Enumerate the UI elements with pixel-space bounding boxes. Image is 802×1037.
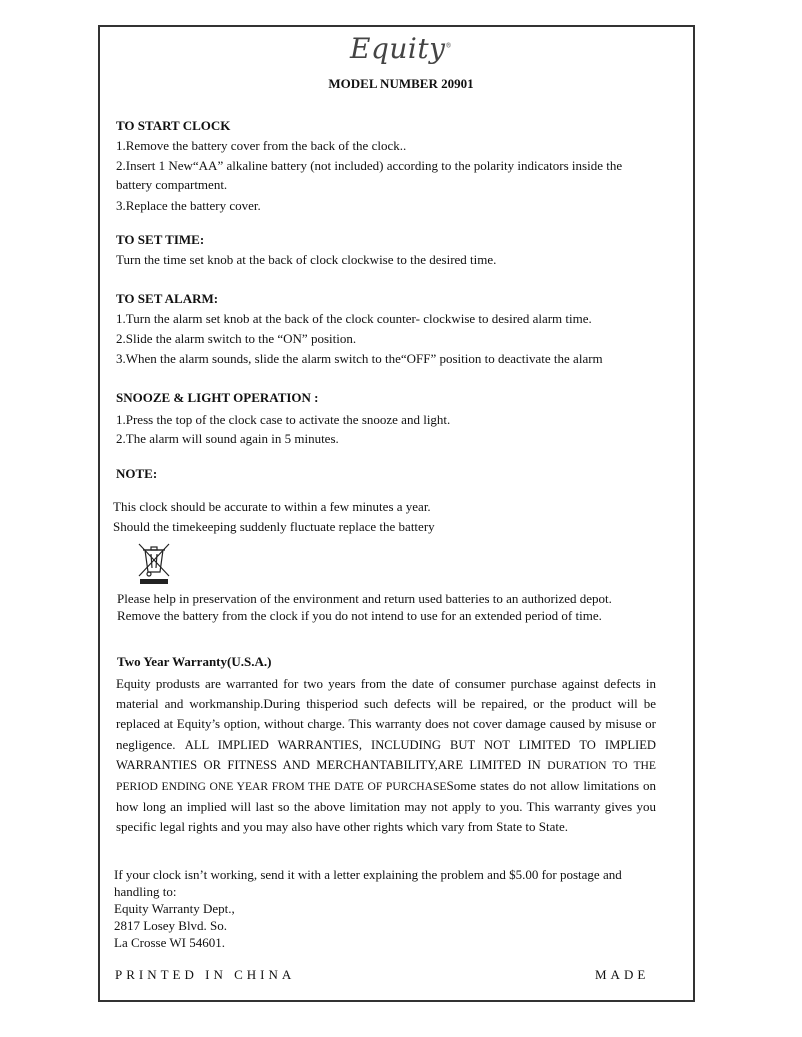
start-clock-heading: TO START CLOCK: [116, 118, 231, 133]
crossed-out-wheelie-bin-icon: [136, 542, 172, 586]
logo-text: Equity: [350, 32, 446, 65]
set-alarm-step-2: 2.Slide the alarm switch to the “ON” position.: [116, 331, 357, 346]
start-clock-step-1: 1.Remove the battery cover from the back of the clock..: [116, 138, 407, 153]
start-clock-step-3: 3.Replace the battery cover.: [116, 198, 261, 213]
service-line-3: Equity Warranty Dept.,: [114, 901, 235, 916]
note-line-2: Should the timekeeping suddenly fluctuate replace the battery: [113, 519, 435, 534]
footer-made: MADE: [595, 967, 650, 982]
warranty-part-2: ALL IMPLIED WARRANTIES, INCLUDING BUT NOT LIMITED TO IMPLIED WARRANTIES OR FITNESS AND MERCHANTABILITY,ARE LIMITED IN: [116, 737, 656, 772]
start-clock-step-2: 2.Insert 1 New“AA” alkaline battery (not included) according to the polarity indicators inside the: [116, 158, 623, 173]
set-time-text: Turn the time set knob at the back of clock clockwise to the desired time.: [116, 252, 497, 267]
warranty-text: [116, 674, 656, 838]
model-number: MODEL NUMBER 20901: [328, 76, 474, 91]
recycle-line-1: Please help in preservation of the environment and return used batteries to an authorized depot.: [117, 591, 612, 606]
set-alarm-heading: TO SET ALARM:: [116, 291, 219, 306]
set-alarm-step-3: 3.When the alarm sounds, slide the alarm switch to the“OFF” position to deactivate the alarm: [116, 351, 603, 366]
service-line-5: La Crosse WI 54601.: [114, 935, 225, 950]
service-address: [114, 866, 622, 951]
brand-logo: [0, 32, 802, 65]
service-line-4: 2817 Losey Blvd. So.: [114, 918, 228, 933]
service-line-2: handling to:: [114, 884, 177, 899]
service-line-1: If your clock isn’t working, send it with a letter explaining the problem and $5.00 for postage and: [114, 867, 622, 882]
snooze-step-2: 2.The alarm will sound again in 5 minutes.: [116, 431, 339, 446]
warranty-part-4: Some states do not allow limitations on how long an implied will last so the above limitation may not apply to you. This warranty gives you specific legal rights and you may also have other rights which vary from State to State.: [116, 778, 656, 835]
recycle-line-2: Remove the battery from the clock if you do not intend to use for an extended period of time.: [117, 608, 602, 623]
snooze-step-1: 1.Press the top of the clock case to activate the snooze and light.: [116, 412, 451, 427]
footer-printed-in: PRINTED IN CHINA: [115, 967, 296, 982]
trademark: ®: [445, 42, 452, 50]
start-clock-step-2-cont: battery compartment.: [116, 177, 228, 192]
note-line-1: This clock should be accurate to within a few minutes a year.: [113, 499, 431, 514]
warranty-part-1: Equity produsts are warranted for two years from the date of consumer purchase against defects in material and workmanship.During thisperiod such defects will be repaired, or the product will be replaced at Equity’s option, without charge. This warranty does not cover damage caused by misuse or negligence.: [116, 676, 656, 752]
set-alarm-step-1: 1.Turn the alarm set knob at the back of the clock counter- clockwise to desired alarm time.: [116, 311, 592, 326]
set-time-heading: TO SET TIME:: [116, 232, 205, 247]
warranty-part-3: DURATION TO THE PERIOD ENDING ONE YEAR FROM THE DATE OF PURCHASE: [116, 758, 656, 794]
note-heading: NOTE:: [116, 466, 158, 481]
snooze-heading: SNOOZE & LIGHT OPERATION :: [116, 390, 319, 405]
warranty-heading: Two Year Warranty(U.S.A.): [117, 654, 272, 669]
